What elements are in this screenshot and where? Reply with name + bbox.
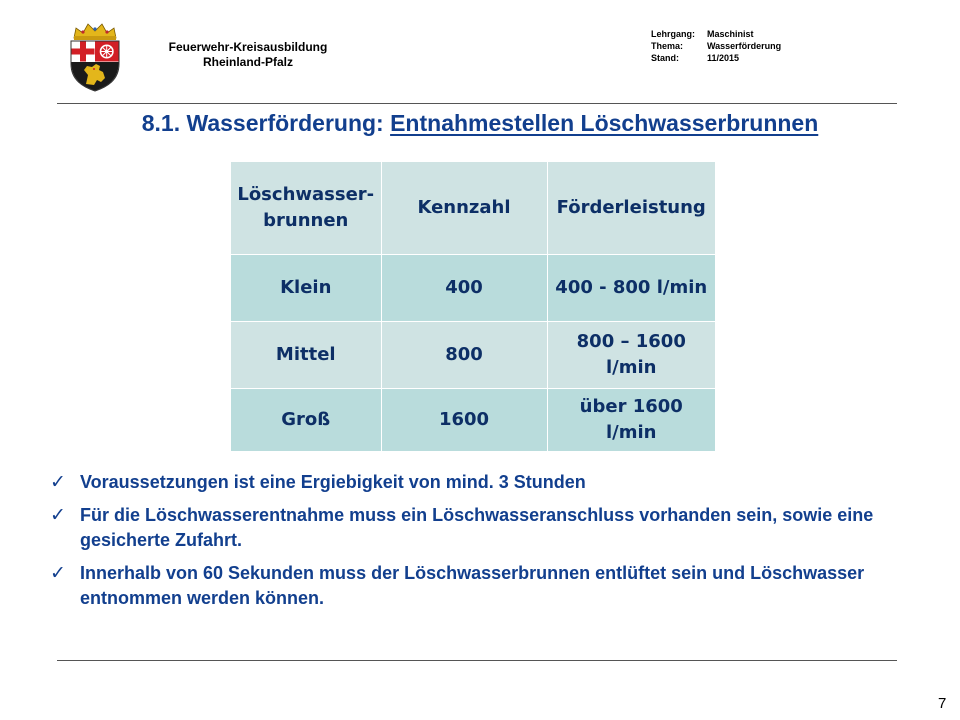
table-cell: 800 <box>381 322 547 389</box>
table-header-cell: Kennzahl <box>381 162 547 255</box>
list-item-text: Voraussetzungen ist eine Ergiebigkeit von mind. 3 Stunden <box>80 472 586 492</box>
table-header-cell: Förderleistung <box>547 162 715 255</box>
check-mark-icon: ✓ <box>50 562 66 584</box>
organization-name <box>148 40 348 70</box>
table-cell: 400 <box>381 255 547 322</box>
table-row <box>231 389 715 452</box>
topic-value: Wasserförderung <box>707 41 782 51</box>
table-row <box>231 255 715 322</box>
course-label: Lehrgang: <box>651 29 695 39</box>
date-value: 11/2015 <box>707 53 740 63</box>
page-number: 7 <box>938 695 947 712</box>
list-item-text: Für die Löschwasserentnahme muss ein Löschwasseranschluss vorhanden sein, sowie eine gesicherte Zufahrt. <box>80 505 874 550</box>
requirements-list <box>50 470 910 619</box>
list-item-text: Innerhalb von 60 Sekunden muss der Löschwasserbrunnen entlüftet sein und Löschwasser entnommen werden können. <box>80 563 865 608</box>
slide-title <box>0 110 960 137</box>
check-mark-icon: ✓ <box>50 471 66 493</box>
check-mark-icon: ✓ <box>50 504 66 526</box>
course-meta <box>651 28 781 64</box>
date-label: Stand: <box>651 53 679 63</box>
coat-of-arms-icon <box>66 20 124 92</box>
table-cell: Groß <box>231 389 381 452</box>
topic-label: Thema: <box>651 41 684 51</box>
list-item <box>50 470 910 495</box>
course-value: Maschinist <box>707 29 754 39</box>
table-cell: 1600 <box>381 389 547 452</box>
table-cell: über 1600 l/min <box>547 389 715 452</box>
footer-divider <box>57 660 897 661</box>
list-item <box>50 561 910 611</box>
hydrant-table <box>231 162 715 451</box>
list-item <box>50 503 910 553</box>
organization-line-2: Rheinland-Pfalz <box>202 55 293 69</box>
table-cell: 400 - 800 l/min <box>547 255 715 322</box>
slide-title-underlined: Entnahmestellen Löschwasserbrunnen <box>390 110 819 136</box>
header-divider <box>57 103 897 104</box>
table-cell: Klein <box>231 255 381 322</box>
table-row <box>231 322 715 389</box>
table-cell: Mittel <box>231 322 381 389</box>
table-cell: 800 – 1600 l/min <box>547 322 715 389</box>
slide-title-prefix: 8.1. Wasserförderung: <box>141 110 391 136</box>
organization-line-1: Feuerwehr-Kreisausbildung <box>168 40 328 54</box>
table-header-cell: Löschwasser-brunnen <box>231 162 381 255</box>
table-header-row <box>231 162 715 255</box>
